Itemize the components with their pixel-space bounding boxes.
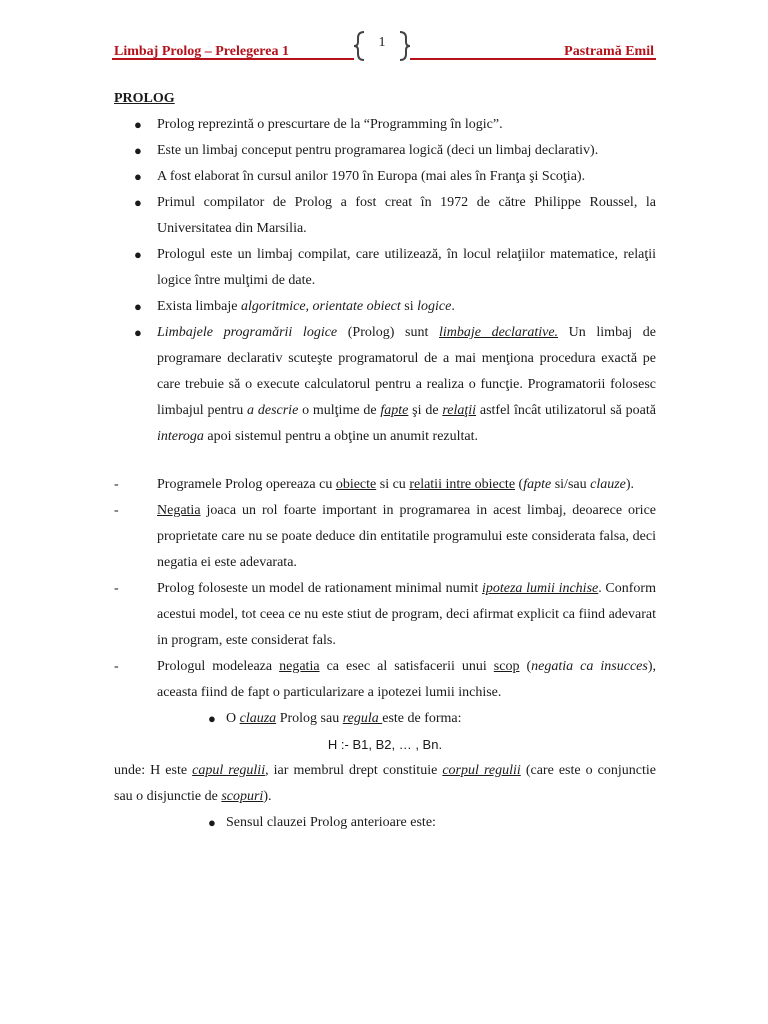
bullet-text: Prolog reprezintă o prescurtare de la “Programming în logic”. [157,117,503,132]
bullet-icon: ● [134,299,142,314]
text-run: si [400,299,418,314]
clause-definition [114,706,656,732]
list-item [114,294,656,320]
document-body [114,90,656,836]
emphasis-text: Limbajele programării logice [157,325,338,340]
underlined-term: ipoteza lumii inchise [481,581,599,596]
list-item [114,498,656,576]
bullet-icon: ● [134,247,142,262]
text-run: O [226,711,240,726]
text-run: ca esec al satisfacerii unui [319,659,494,674]
list-item [114,472,656,498]
dash-marker: - [114,503,119,518]
underlined-term: limbaje declarative. [438,325,559,340]
list-item [114,576,656,654]
text-run: Prolog sau [276,711,343,726]
text-run: unde: H este [114,763,193,778]
text-run: apoi sistemul pentru a obţine un anumit rezultat. [203,429,479,444]
bullet-icon: ● [134,325,142,340]
text-run: ), aceasta fiind de fapt o particularizare a ipotezei lumii inchise. [157,659,656,700]
list-item [114,242,656,294]
emphasis-text: interoga [157,429,204,444]
text-run: Exista limbaje [157,299,241,314]
underlined-term: clauza [239,711,277,726]
bullet-text: Este un limbaj conceput pentru programarea logică (deci un limbaj declarativ). [157,143,599,158]
bullet-text: Primul compilator de Prolog a fost creat în 1972 de către Philippe Roussel, la Universitatea din Marsilia. [157,195,656,236]
emphasis-text: fapte [523,477,552,492]
spacer [114,450,656,472]
page-number: 1 [378,35,386,50]
underlined-term: corpul regulii [442,763,521,778]
clause-formula: H :- B1, B2, … , Bn. [327,737,443,752]
text-run: Prologul modeleaza [157,659,280,674]
underlined-term: Negatia [157,503,201,518]
list-item [114,164,656,190]
dash-marker: - [114,477,119,492]
text-run: astfel încât utilizatorul să poată [476,403,656,418]
list-item [114,654,656,706]
bullet-icon: ● [208,815,216,830]
header-author: Pastramă Emil [564,44,654,59]
bullet-text [157,299,455,314]
text-run: . Conform acestui model, tot ceea ce nu este stiut de program, deci afirmat explicit ca fiind adevarat in program, este considerat fals. [157,581,656,648]
bullet-icon: ● [134,143,142,158]
emphasis-text: logice [417,299,452,314]
section-title: PROLOG [114,91,175,106]
bullet-icon: ● [134,117,142,132]
text-run: o mulţime de [298,403,381,418]
text-run: (Prolog) sunt [337,325,439,340]
clause-meaning [114,810,656,836]
text-run: Programele Prolog opereaza cu [157,477,336,492]
underlined-term: capul regulii [192,763,266,778]
text-run: şi de [408,403,443,418]
text-run: si cu [376,477,410,492]
underlined-term: obiecte [335,477,377,492]
bullet-text [157,325,656,444]
bullet-text: Prologul este un limbaj compilat, care utilizează, în locul relaţiilor matematice, relaţii logice între mulţimi de date. [157,247,656,288]
list-item [114,190,656,242]
emphasis-text: a descrie [247,403,299,418]
list-item [114,112,656,138]
page-number-box [354,30,410,62]
dash-marker: - [114,581,119,596]
list-item [114,138,656,164]
list-item [114,320,656,450]
text-run: este de forma: [382,711,462,726]
text-run: ( [519,659,532,674]
dash-list [114,472,656,706]
text-run: . [451,299,455,314]
dash-marker: - [114,659,119,674]
bullet-list [114,112,656,450]
text-run: (care este o conjunctie sau o disjunctie de [114,763,656,804]
header-course-title: Limbaj Prolog – Prelegerea 1 [114,44,289,59]
text-run: ). [625,477,635,492]
text-run: si/sau [551,477,591,492]
unde-paragraph [114,758,656,810]
underlined-term: scopuri [221,789,264,804]
underlined-term: relatii intre obiecte [409,477,516,492]
bullet-icon: ● [208,711,216,726]
underlined-term: fapte [380,403,409,418]
text-run: , iar membrul drept constituie [265,763,443,778]
text-run: ). [263,789,272,804]
underlined-term: regula [342,711,383,726]
bullet-icon: ● [134,169,142,184]
text-run: joaca un rol foarte important in programarea in acest limbaj, deoarece orice proprietate care nu se poate deduce din entitatile programului este considerata falsa, deci negatia ei este adevarata. [157,503,656,570]
bullet-text: A fost elaborat în cursul anilor 1970 în Europa (mai ales în Franţa şi Scoţia). [157,169,586,184]
text-run: Un limbaj de programare declarativ scuteşte programatorul de a mai menţiona procedura exactă pe care trebuie să o execute calculatorul pentru a realiza o funcţie. Programatorii folosesc limbajul pentru [157,325,656,418]
emphasis-text: clauze [590,477,626,492]
text-run: Prolog foloseste un model de rationament minimal numit [157,581,482,596]
emphasis-text: algoritmice, orientate obiect [240,299,401,314]
text-run: Sensul clauzei Prolog anterioare este: [226,815,436,830]
emphasis-text: negatia ca insucces [531,659,648,674]
underlined-term: relaţii [442,403,477,418]
text-run: ( [515,477,524,492]
bullet-icon: ● [134,195,142,210]
underlined-term: negatia [279,659,320,674]
underlined-term: scop [493,659,520,674]
